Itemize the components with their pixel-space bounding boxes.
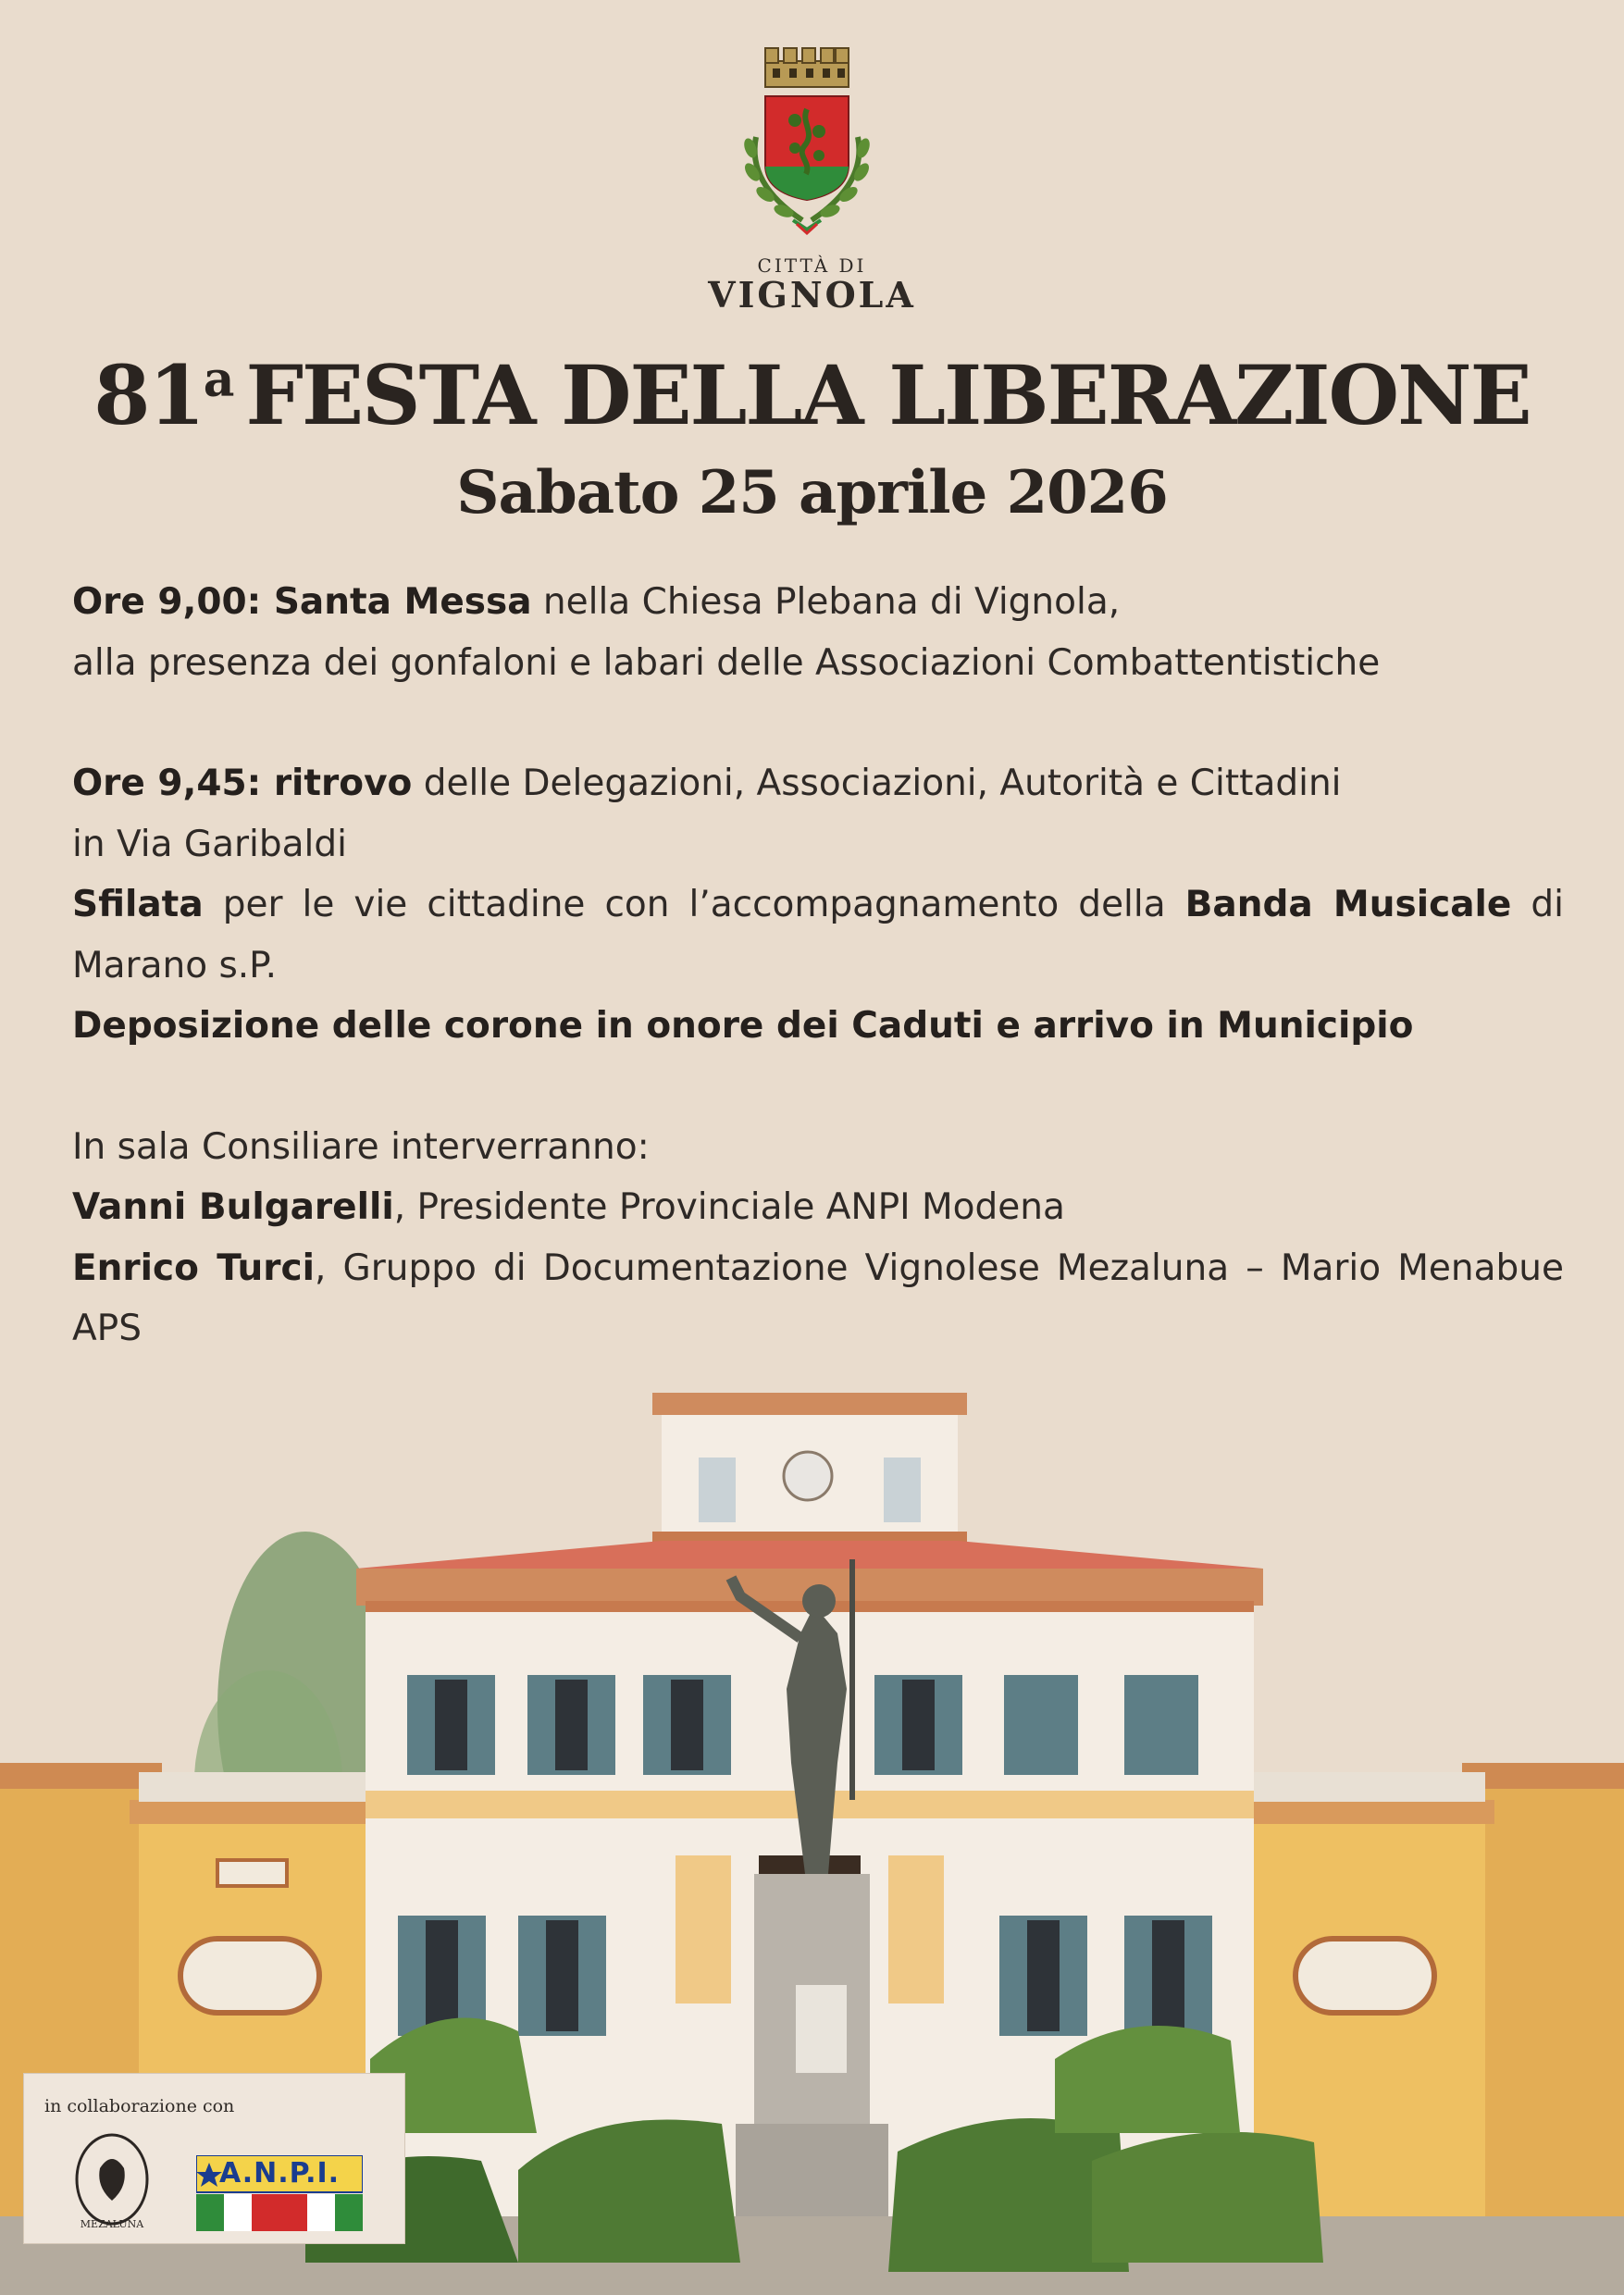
city-label-big: VIGNOLA [708,274,916,316]
page-title [0,347,1624,443]
collaboration-box [23,2073,405,2244]
title-number: 81 [93,347,204,443]
city-label-small: CITTÀ DI [757,254,867,277]
parade-label: Sfilata [72,884,204,925]
speaker-1 [72,1177,1564,1238]
vignola-coat-of-arms-icon [728,44,886,243]
speaker-1-role: , Presidente Provinciale ANPI Modena [393,1186,1065,1228]
mass-detail: alla presenza dei gonfaloni e labari delle Associazioni Combattentistiche [72,641,1381,684]
title-text: FESTA DELLA LIBERAZIONE [245,347,1531,443]
mezaluna-caption: MEZALUNA [80,2218,144,2230]
speakers-intro: In sala Consiliare interverranno: [72,1125,650,1168]
parade-end: di Marano s.P. [72,884,1564,986]
title-ordinal: a [203,352,233,408]
crown-icon [765,48,849,87]
meeting-time: Ore 9,45: ritrovo [72,763,413,804]
mass-time: Ore 9,00: Santa Messa [72,581,532,623]
program-item-parade [72,875,1564,996]
speaker-1-name: Vanni Bulgarelli [72,1186,394,1228]
mezaluna-logo-icon [72,2131,152,2233]
speaker-2-role: , Gruppo di Documentazione Vignolese Mezaluna – Mario Menabue APS [72,1247,1564,1349]
speaker-2 [72,1238,1564,1359]
program-item-mass [72,572,1564,633]
meeting-participants: delle Delegazioni, Associazioni, Autorità e Cittadini [412,763,1342,804]
speaker-2-name: Enrico Turci [72,1247,316,1289]
event-date: Sabato 25 aprile 2026 [456,458,1168,527]
program-item-meeting [72,753,1564,814]
parade-band: Banda Musicale [1184,884,1512,925]
program-item-wreath [72,996,1564,1057]
anpi-label: A.N.P.I. [218,2157,341,2190]
collaboration-label: in collaborazione con [44,2096,235,2116]
mass-location: nella Chiesa Plebana di Vignola, [531,581,1121,623]
meeting-location: in Via Garibaldi [72,823,347,865]
program-text [72,572,1564,1359]
wreath-text: Deposizione delle corone in onore dei Caduti e arrivo in Municipio [72,1005,1414,1047]
parade-text: per le vie cittadine con l’accompagnamento della [203,884,1185,925]
